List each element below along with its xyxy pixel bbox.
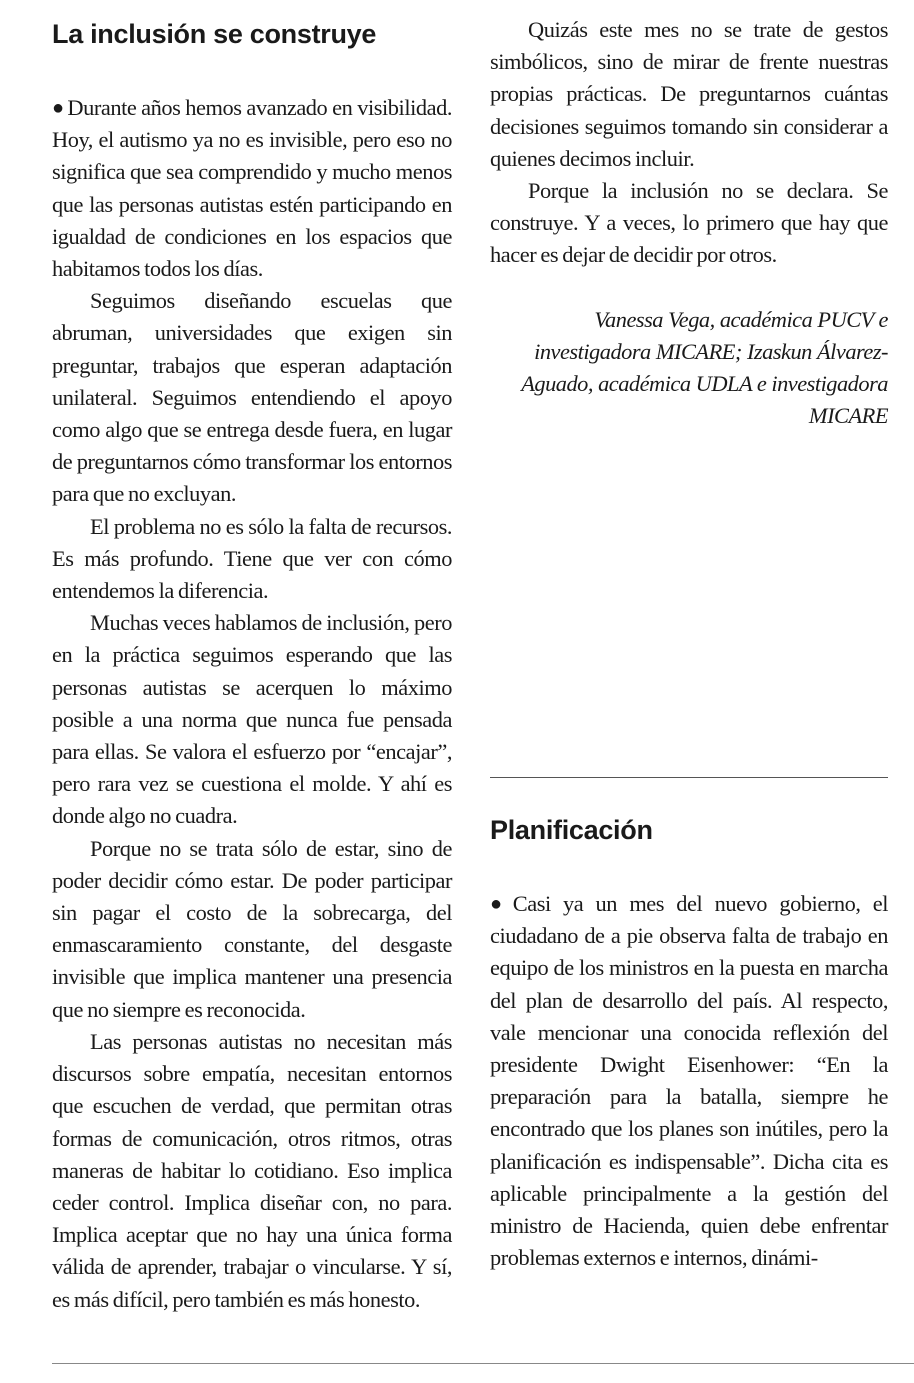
article-paragraph <box>490 888 888 1274</box>
article-paragraph <box>52 92 452 285</box>
article-paragraph: Seguimos diseñando escuelas que abruman, universidades que exigen sin preguntar, trabajos que esperan adaptación unilateral. Seguimos entendiendo el apoyo como algo que se entrega desde fuera, en lugar de preguntarnos cómo transformar los entornos para que no excluyan. <box>52 288 452 507</box>
left-column <box>52 14 452 1316</box>
second-article-headline: Planificación <box>490 815 653 845</box>
article-paragraph: Porque la inclusión no se declara. Se construye. Y a veces, lo primero que hay que hacer es dejar de decidir por otros. <box>490 178 888 268</box>
bottom-divider <box>52 1363 914 1364</box>
article-paragraph: El problema no es sólo la falta de recursos. Es más profundo. Tiene que ver con cómo entendemos la diferencia. <box>52 513 452 604</box>
article-signature: Vanessa Vega, académica PUCV e investigadora MICARE; Izaskun Álvarez-Aguado, académica UDLA e investigadora MICARE <box>521 306 888 429</box>
article-paragraph <box>52 1026 452 1316</box>
section-divider <box>490 777 888 778</box>
article-headline: La inclusión se construye <box>52 19 377 49</box>
article-paragraph: Porque no se trata sólo de estar, sino de poder decidir cómo estar. De poder participar sin pagar el costo de la sobrecarga, del enmascaramiento constante, del desgaste invisible que implica mantener una presencia que no siempre es reconocida. <box>52 835 452 1022</box>
second-article <box>490 812 888 1274</box>
article-paragraph: Quizás este mes no se trate de gestos simbólicos, sino de mirar de frente nuestras propias prácticas. De preguntarnos cuántas decisiones seguimos tomando sin considerar a quienes decimos incluir. <box>490 17 888 171</box>
paragraph-text: Las personas autistas no necesitan más discursos sobre empatía, necesitan entornos que escuchen de verdad, que permitan otras formas de comunicación, otros ritmos, otras maneras de habitar lo cotidiano. Eso implica ceder control. Implica diseñar con, no para. Implica aceptar que no hay una única forma válida de aprender, trabajar o vincularse. Y sí, es más difícil, pero también es más honesto. <box>52 1028 452 1312</box>
paragraph-text: Durante años hemos avanzado en visibilidad. Hoy, el autismo ya no es invisible, pero eso no significa que sea comprendido y mucho menos que las personas autistas estén participando en igualdad de condiciones en los espacios que habitamos todos los días. <box>52 95 452 282</box>
paragraph-text: Casi ya un mes del nuevo gobierno, el ciudadano de a pie observa falta de trabajo en equipo de los ministros en la puesta en marcha del plan de desarrollo del país. Al respecto, vale mencionar una conocida reflexión del presidente Dwight Eisenhower: “En la preparación para la batalla, siempre he encontrado que los planes son inútiles, pero la planificación es indispensable”. Dicha cita es aplicable principalmente a la gestión del ministro de Hacienda, quien debe enfrentar problemas externos e internos, dinámi- <box>490 891 888 1271</box>
right-column <box>490 14 888 432</box>
article-paragraph: Muchas veces hablamos de inclusión, pero en la práctica seguimos esperando que las personas autistas se acerquen lo máximo posible a una norma que nunca fue pensada para ellas. Se valora el esfuerzo por “encajar”, pero rara vez se cuestiona el molde. Y ahí es donde algo no cuadra. <box>52 610 452 829</box>
bullet-icon: ● <box>52 97 65 119</box>
bullet-icon: ● <box>490 893 510 915</box>
